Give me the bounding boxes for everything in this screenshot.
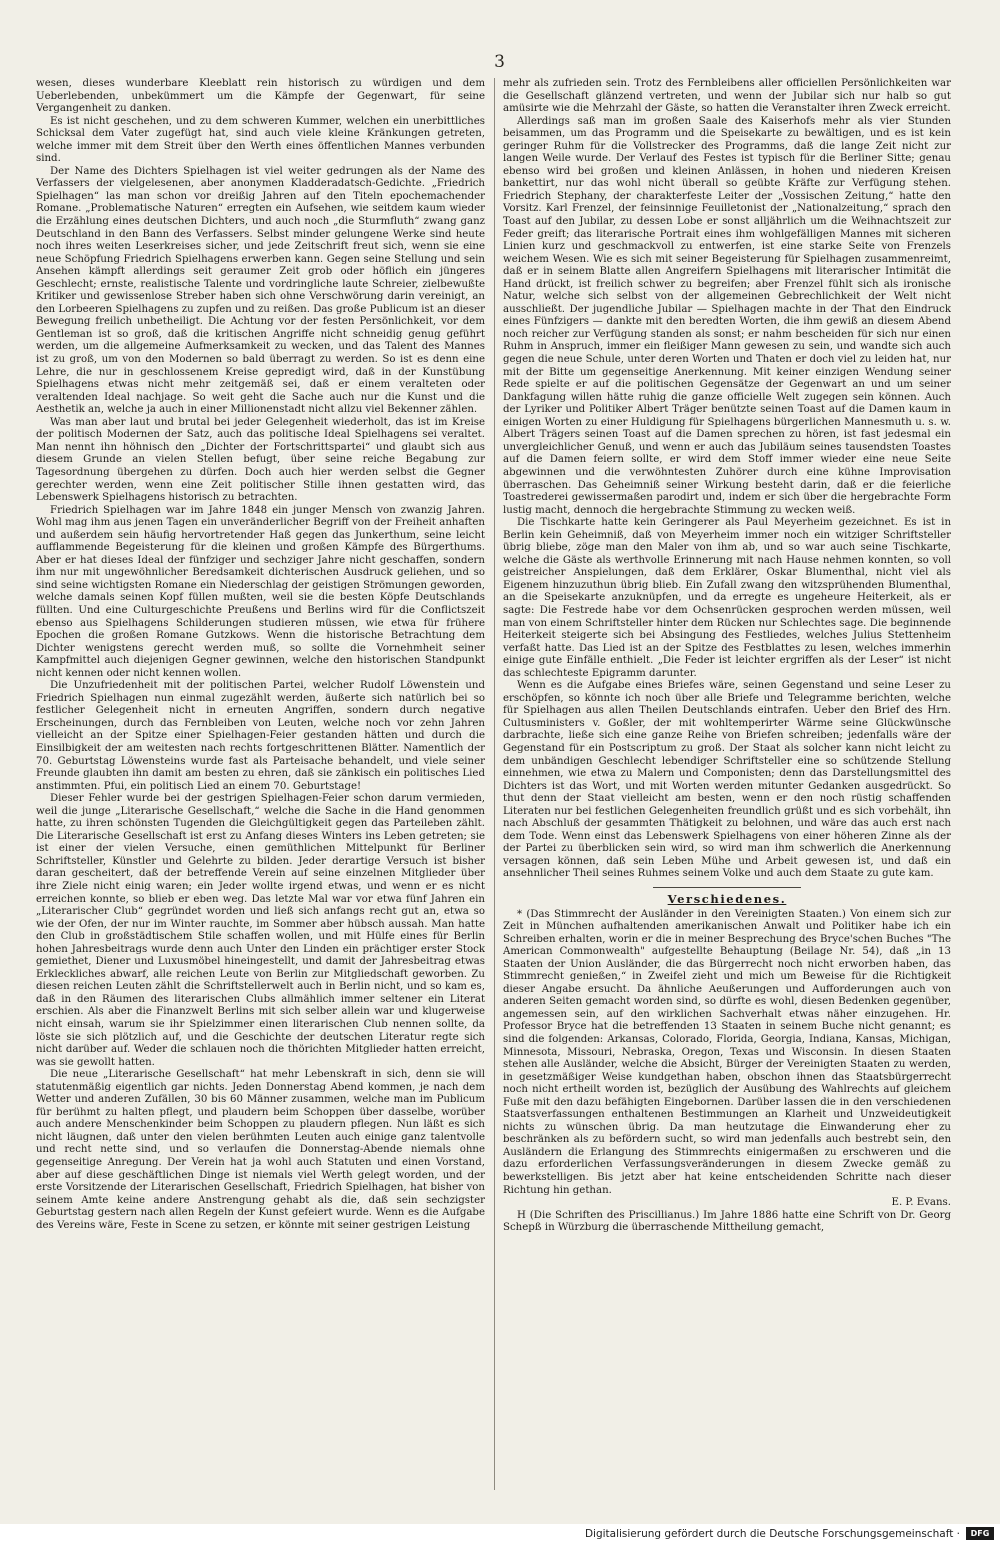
paragraph: Die neue „Literarische Gesellschaft“ hat mehr Lebenskraft in sich, denn sie will statutenmäßig eigentlich gar nichts. Jeden Donnerstag Abend kommen, je nach dem Wetter und anderen Zufällen, 30 bis 60 Männer zusammen, welche man im Publicum für berühmt zu halten pflegt, und plaudern beim Schoppen über dasselbe, worüber auch andere Menschenkinder beim Schoppen zu plaudern pflegen. Nun läßt es sich nicht läugnen, daß unter den vielen berühmten Leuten auch einige ganz talentvolle und recht nette sind, und so verlaufen die Donnerstag-Abende niemals ohne gegenseitige Anregung. Der Verein hat ja wohl auch Statuten und einen Vorstand, aber auf diese geschäftlichen Dinge ist niemals viel Werth gelegt worden, und der erste Vorsitzende der Literarischen Gesellschaft, Friedrich Spielhagen, hat bisher von seinem Amte keine andere Anstrengung gehabt als die, daß sein sechzigster Geburtstag gestern nach allen Regeln der Kunst gefeiert wurde. Wenn es die Aufgabe des Vereins wäre, Feste in Scene zu setzen, er könnte mit seiner gestrigen Leistung [36,1069,485,1231]
paragraph: Allerdings saß man im großen Saale des Kaiserhofs mehr als vier Stunden beisammen, um das Programm und die Speisekarte zu bewältigen, und es ist kein geringer Ruhm für die Vollstrecker des Programms, daß die lange Zeit nicht zur langen Weile wurde. Der Verlauf des Festes ist typisch für die Berliner Sitte; genau ebenso wird bei großen und kleinen Anlässen, in hohen und niederen Kreisen bankettirt, nur das wohl nicht überall so geübte Kräfte zur Verfügung stehen. Friedrich Stephany, der charakterfeste Leiter der „Vossischen Zeitung,“ hatte den Vorsitz. Karl Frenzel, der feinsinnige Feuilletonist der „Nationalzeitung,“ sprach den Toast auf den Jubilar, zu dessen Lobe er sonst alljährlich um die Weihnachtszeit zur Feder greift; das literarische Portrait eines ihm wohlgefälligen Mannes mit sicheren Linien kurz und geschmackvoll zu entwerfen, ist eine starke Seite von Frenzels weichem Wesen. Wie es sich mit seiner Begeisterung für Spielhagen zusammenreimt, daß er in seinem Blatte allen Angreifern Spielhagens mit literarischer Intimität die Hand drückt, ist freilich schwer zu begreifen; aber Frenzel fühlt sich als ironische Natur, welche sich selbst von der allgemeinen Gebrechlichkeit der Welt nicht ausschließt. Der jugendliche Jubilar — Spielhagen machte in der That den Eindruck eines Fünfzigers — dankte mit den beredten Worten, die ihm gewiß an diesem Abend noch reicher zur Verfügung standen als sonst; er nahm bescheiden für sich nur einen Ruhm in Anspruch, immer ein fleißiger Mann gewesen zu sein, und wandte sich auch gegen die neue Schule, unter deren Worten und Thaten er doch viel zu leiden hat, nur mit der Bitte um gegenseitige Anerkennung. Mit keiner einzigen Wendung seiner Rede spielte er auf die politischen Gegensätze der Gegenwart an und um seiner Dankfagung willen hätte ruhig die ganze officielle Welt zugegen sein können. Auch der Lyriker und Politiker Albert Träger benützte seinen Toast auf die Damen kaum in einigen Worten zu einer Huldigung für Spielhagens bürgerlichen Mannesmuth u. s. w. Albert Trägers seinen Toast auf die Damen sprechen zu hören, ist fast jedesmal ein unvergleichlicher Genuß, und wenn er auch das Jubiläum seines tausendsten Toastes auf die Damen feiern sollte, er wird dem Stoff immer wieder eine neue Seite abgewinnen und die verwöhntesten Zuhörer durch eine kühne Improvisation überraschen. Das Geheimniß seiner Wirkung besteht darin, daß er die feierliche Toastrederei gewissermaßen parodirt und, indem er sich über die hergebrachte Form lustig macht, dennoch die hergebrachte Stimmung zu wecken weiß. [503,115,951,516]
dfg-logo: DFG [966,1527,994,1540]
paragraph: Wenn es die Aufgabe eines Briefes wäre, seinen Gegenstand und seine Leser zu erschöpfen, so könnte ich noch über alle Briefe und Telegramme berichten, welche für Spielhagen aus allen Theilen Deutschlands eintrafen. Ueber den Brief des Hrn. Cultusministers v. Goßler, der mit wohltemperirter Wärme seine Glückwünsche darbrachte, ließe sich eine ganze Reihe von Briefen schreiben; jedenfalls wäre der Gegenstand für ein Postscriptum zu groß. Der Staat als solcher kann nicht leicht zu dem unbändigen Geschlecht lebendiger Schriftsteller eine so schützende Stellung einnehmen, wie etwa zu Malern und Componisten; denn das Darstellungsmittel des Dichters ist das Wort, und mit Worten werden mitunter Gedanken ausgedrückt. So thut denn der Staat vielleicht am besten, wenn er den noch rüstig schaffenden Literaten nur bei festlichen Gelegenheiten freundlich grüßt und es sich vorbehält, ihn nach Abschluß der gesammten Thätigkeit zu belohnen, und wäre das auch erst nach dem Tode. Wenn einst das Lebenswerk Spielhagens von einer höheren Zinne als der der Partei zu überblicken sein wird, so wird man ihm schwerlich die Anerkennung versagen können, daß sein Leben Mühe und Arbeit gewesen ist, und daß ein ansehnlicher Theil seines Ruhmes seinem Volke und auch dem Staate zu gute kam. [503,680,951,880]
paragraph: Friedrich Spielhagen war im Jahre 1848 ein junger Mensch von zwanzig Jahren. Wohl mag ihm aus jenen Tagen ein unveränderlicher Begriff von der Freiheit anhaften und außerdem sein häufig hervortretender Haß gegen das Junkerthum, seine leicht aufflammende Begeisterung für die kleinen und großen Kämpfe des Bürgerthums. Aber er hat dieses Ideal der fünfziger und sechziger Jahre nicht geschaffen, sondern ihm nur mit ungewöhnlicher Beredsamkeit dichterischen Ausdruck geliehen, und so sind seine wichtigsten Romane ein Niederschlag der geistigen Strömungen geworden, welche damals seinen Kopf füllen mußten, weil sie die besten Köpfe Deutschlands füllten. Und eine Culturgeschichte Preußens und Berlins wird für die Conflictszeit ebenso aus Spielhagens Schilderungen studieren müssen, wie etwa für frühere Epochen die großen Romane Gutzkows. Wenn die historische Betrachtung dem Dichter wenigstens gerecht werden muß, so sollte die Vornehmheit seiner Kampfmittel auch diejenigen Gegner gewinnen, welche den historischen Standpunkt nicht kennen oder nicht kennen wollen. [36,504,485,679]
section-heading: Verschiedenes. [667,892,787,906]
section-divider [653,887,801,888]
paragraph: Die Tischkarte hatte kein Geringerer als Paul Meyerheim gezeichnet. Es ist in Berlin kein Geheimniß, daß von Meyerheim immer noch ein witziger Schriftsteller übrig bliebe, zöge man den Maler von ihm ab, und so war auch seine Tischkarte, welche die Gäste als werthvolle Erinnerung mit nach Hause nehmen konnten, so voll geistreicher Anspielungen, daß dem Erklärer, Oskar Blumenthal, nicht viel als Eigenem hinzuzuthun übrig blieb. Ein Zufall zwang den witzsprühenden Blumenthal, an die Speisekarte anzuknüpfen, und da erregte es ungeheure Heiterkeit, als er sagte: Die Festrede habe vor dem Ochsenrücken gesprochen werden müssen, weil man von einem Schriftsteller hinter dem Rücken nur Schlechtes sage. Die beginnende Heiterkeit steigerte sich bei Absingung des Festliedes, welches Julius Stettenheim verfaßt hatte. Das Lied ist an der Spitze des Festblattes zu lesen, welches immerhin einige gute Einfälle enthielt. „Die Feder ist leichter ergriffen als der Leser“ ist nicht das schlechteste Epigramm darunter. [503,517,951,679]
paragraph: Was man aber laut und brutal bei jeder Gelegenheit wiederholt, das ist im Kreise der politisch Modernen der Satz, auch das politische Ideal Spielhagens sei veraltet. Man nennt ihn höhnisch den „Dichter der Fortschrittspartei“ und glaubt sich aus diesem Grunde an vielen Stellen befugt, über seine reiche Begabung zur Tagesordnung übergehen zu dürfen. Doch auch hier werden selbst die Gegner gerechter werden, wenn eine Zeit politischer Stille ihnen gestatten wird, das Lebenswerk Spielhagens historisch zu betrachten. [36,416,485,504]
right-column-article [503,78,951,881]
funding-credit: Digitalisierung gefördert durch die Deutsche Forschungsgemeinschaft · [584,1528,960,1540]
left-column [36,78,485,1484]
paragraph: mehr als zufrieden sein. Trotz des Fernbleibens aller officiellen Persönlichkeiten war die Gesellschaft glänzend vertreten, und wenn der Jubilar sich nur halb so gut amüsirte wie die Mehrzahl der Gäste, so hatten die Veranstalter ihren Zweck erreicht. [503,78,951,115]
author-signature: E. P. Evans. [891,1197,951,1209]
paragraph: Der Name des Dichters Spielhagen ist viel weiter gedrungen als der Name des Verfassers der vielgelesenen, aber anonymen Kladderadatsch-Gedichte. „Friedrich Spielhagen“ las man schon vor dreißig Jahren auf den Titeln epochemachender Romane. „Problematische Naturen“ erregten ein Aufsehen, wie seitdem kaum wieder die Erzählung eines deutschen Dichters, und auch noch „die Sturmfluth“ zwang ganz Deutschland in den Bann des Verfassers. Selbst minder gelungene Werke sind heute noch ihres weiten Leserkreises sicher, und jede Zeitschrift freut sich, wenn sie eine neue Schöpfung Friedrich Spielhagens erwerben kann. Gegen seine Stellung und sein Ansehen kämpft allerdings seit geraumer Zeit grob oder höflich ein jüngeres Geschlecht; ernste, realistische Talente und vordringliche laute Schreier, zielbewußte Kritiker und gewissenlose Streber haben sich ohne Verschwörung darin vereinigt, an den Lorbeeren Spielhagens zu zupfen und zu reißen. Das große Publicum ist an dieser Bewegung freilich unbetheiligt. Die Achtung vor der festen Persönlichkeit, vor dem Gentleman ist so groß, daß die kritischen Angriffe nicht schneidig genug geführt werden, um die allgemeine Aufmerksamkeit zu wecken, und das Talent des Mannes ist zu groß, um von den Modernen so bald überragt zu werden. So ist es denn eine Lehre, die nur in geschlossenem Kreise gepredigt wird, daß in der Kunstübung Spielhagens etwas nicht mehr zeitgemäß sei, daß er einem veralteten oder veraltenden Ideal nachjage. So weit geht die Sache auch nur die Kunst und die Aesthetik an, welche ja auch in einer Millionenstadt nicht allzu viel Bekenner zählen. [36,165,485,416]
right-column [503,78,951,1494]
miscellaneous-section [503,909,951,1235]
column-divider [494,78,495,1490]
paragraph: Es ist nicht geschehen, und zu dem schweren Kummer, welchen ein unerbittliches Schicksal dem Vater zugefügt hat, sind auch viele kleine Kränkungen getreten, welche immer mit dem Streit über den Werth eines öffentlichen Mannes verbunden sind. [36,115,485,165]
page-number: 3 [494,52,506,72]
paragraph: Dieser Fehler wurde bei der gestrigen Spielhagen-Feier schon darum vermieden, weil die junge „Literarische Gesellschaft,“ welche die Sache in die Hand genommen hatte, zu ihren schönsten Tugenden die Gleichgültigkeit gegen das Parteileben zählt. Die Literarische Gesellschaft ist erst zu Anfang dieses Winters ins Leben getreten; sie ist einer der vielen Versuche, einen gemüthlichen Mittelpunkt für Berliner Schriftsteller, Künstler und Gelehrte zu bilden. Jeder derartige Versuch ist bisher daran gescheitert, daß der betreffende Verein auf seine einzelnen Mitglieder über ihre Ziele nicht einig waren; ein Jeder wollte irgend etwas, und wenn er es nicht erreichen konnte, so blieb er eben weg. Das letzte Mal war vor etwa fünf Jahren ein „Literarischer Club“ gegründet worden und ließ sich anfangs recht gut an, etwa so wie der Ofen, der nur im Winter rauchte, im Sommer aber hübsch aussah. Man hatte den Club in großstädtischem Stile schaffen wollen, und mit Hülfe eines für Berlin hohen Jahresbeitrags wurde denn auch Unter den Linden ein prächtiger erster Stock gemiethet, Diener und Luxusmöbel hineingestellt, und damit der Jahresbeitrag etwas Erkleckliches abwarf, alle reichen Leute von Berlin zur Mitgliedschaft geworben. Zu diesen reichen Leuten zählt die Schriftstellerwelt auch in Berlin nicht, und so kam es, daß in den Räumen des literarischen Clubs allmählich immer seltener ein Literat erschien. Als aber die Finanzwelt Berlins mit sich selber allein war und klugerweise nicht einsah, warum sie ihr Spielzimmer einen literarischen Club nennen sollte, da löste sie sich plötzlich auf, und die Geschichte der deutschen Literatur regte sich nicht darüber auf. Weder die schlauen noch die thörichten Mitglieder hatten erreicht, was sie gewollt hatten. [36,793,485,1068]
paragraph: * (Das Stimmrecht der Ausländer in den Vereinigten Staaten.) Von einem sich zur Zeit in München aufhaltenden amerikanischen Anwalt und Politiker habe ich ein Schreiben erhalten, worin er die in meiner Besprechung des Bryce'schen Buches "The American Commonwealth" aufgestellte Behauptung (Beilage Nr. 54), daß „in 13 Staaten der Union Ausländer, die das Bürgerrecht noch nicht erworben haben, das Stimmrecht genießen,“ in Zweifel zieht und mich um Beweise für die Richtigkeit dieser Angabe ersucht. Da ähnliche Aeußerungen und Aufforderungen auch von anderen Seiten gemacht worden sind, so dürfte es wohl, diesen Bedenken gegenüber, angemessen sein, auf den wirklichen Sachverhalt etwas näher einzugehen. Hr. Professor Bryce hat die betreffenden 13 Staaten in seinem Buche nicht genannt; es sind die folgenden: Arkansas, Colorado, Florida, Georgia, Indiana, Kansas, Michigan, Minnesota, Missouri, Nebraska, Oregon, Texas und Wisconsin. In diesen Staaten stehen alle Ausländer, welche die Absicht, Bürger der Vereinigten Staaten zu werden, in gesetzmäßiger Weise kundgethan haben, obschon ihnen das Staatsbürgerrecht noch nicht ertheilt worden ist, bezüglich der Ausübung des Wahlrechts auf gleichem Fuße mit den dazu befähigten Eingebornen. Darüber lassen die in den verschiedenen Staatsverfassungen enthaltenen Bestimmungen an Klarheit und Unzweideutigkeit nichts zu wünschen übrig. Da man heutzutage die Einwanderung eher zu beschränken als zu befördern sucht, so wird man jedenfalls auch bestrebt sein, den Ausländern die Erlangung des Stimmrechts einigermaßen zu erschweren und die dazu erforderlichen Verfassungsveränderungen in diesem Zwecke gemäß zu bewerkstelligen. Bis jetzt aber hat keine entscheidenden Schritte nach dieser Richtung hin gethan. [503,908,951,1196]
paragraph: Die Unzufriedenheit mit der politischen Partei, welcher Rudolf Löwenstein und Friedrich Spielhagen nun einmal zugezählt werden, äußerte sich natürlich bei so festlicher Gelegenheit nicht in erneuten Angriffen, sondern durch negative Erscheinungen, durch das Fernbleiben von Leuten, welche noch vor zehn Jahren vielleicht an der Spitze einer Spielhagen-Feier gestanden hätten und durch die Einsilbigkeit der am weitesten nach rechts fortgeschrittenen Blätter. Namentlich der 70. Geburtstag Löwensteins wurde fast als Parteisache behandelt, und viele seiner Freunde glaubten ihn damit am besten zu ehren, daß sie zänkisch ein politisches Lied anstimmten. Pfui, ein politisch Lied an einem 70. Geburtstage! [36,680,485,792]
paragraph: H (Die Schriften des Priscillianus.) Im Jahre 1886 hatte eine Schrift von Dr. Georg Schepß in Würzburg die überraschende Mittheilung gemacht, [503,1209,951,1234]
paragraph: wesen, dieses wunderbare Kleeblatt rein historisch zu würdigen und dem Ueberlebenden, unbekümmert um die Kämpfe der Gegenwart, für seine Vergangenheit zu danken. [36,78,485,115]
digitization-footer [0,1524,1000,1544]
